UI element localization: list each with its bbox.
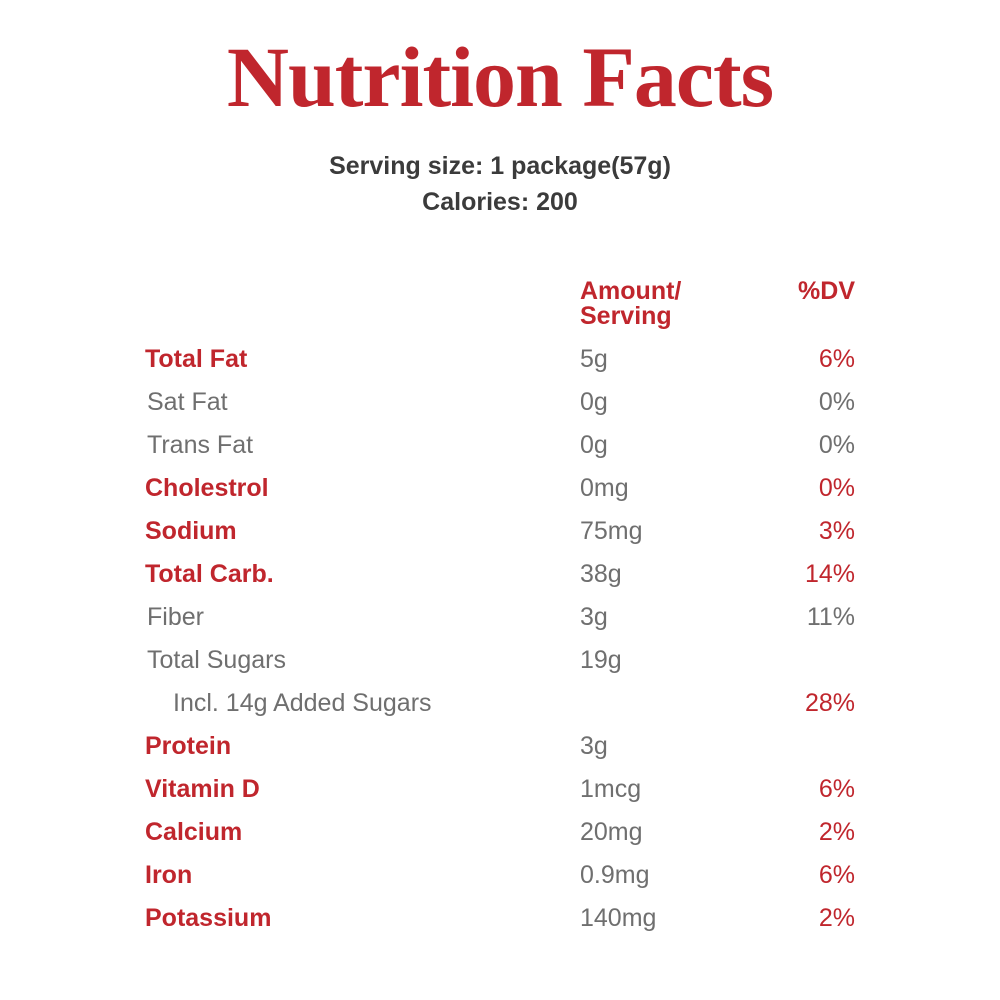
nutrient-daily-value: 6% xyxy=(818,774,855,803)
nutrient-label: Trans Fat xyxy=(147,430,254,459)
nutrient-label: Total Sugars xyxy=(147,645,286,674)
nutrient-label: Total Carb. xyxy=(145,559,274,588)
table-row xyxy=(145,424,855,467)
nutrient-daily-value: 0% xyxy=(818,473,855,502)
nutrient-label: Total Fat xyxy=(145,344,248,373)
table-row xyxy=(145,553,855,596)
nutrition-table xyxy=(145,257,855,940)
header-spacer-cell xyxy=(145,257,580,338)
table-row xyxy=(145,639,855,682)
nutrient-daily-value: 6% xyxy=(818,344,855,373)
header-amount-line1: Amount/ xyxy=(580,276,682,305)
nutrient-amount: 0g xyxy=(580,387,608,416)
nutrient-label: Potassium xyxy=(145,903,272,932)
nutrient-label: Cholestrol xyxy=(145,473,269,502)
nutrient-daily-value: 14% xyxy=(804,559,855,588)
table-row xyxy=(145,811,855,854)
nutrient-amount: 5g xyxy=(580,344,608,373)
nutrient-amount: 3g xyxy=(580,602,608,631)
nutrient-daily-value: 3% xyxy=(818,516,855,545)
table-row xyxy=(145,768,855,811)
serving-size-text: Serving size: 1 package(57g) xyxy=(329,152,671,180)
nutrient-label: Vitamin D xyxy=(145,774,260,803)
nutrient-amount: 0.9mg xyxy=(580,860,650,889)
nutrient-amount: 19g xyxy=(580,645,622,674)
header-amount-line2: Serving xyxy=(580,301,672,330)
table-row xyxy=(145,854,855,897)
nutrient-amount: 38g xyxy=(580,559,622,588)
table-row xyxy=(145,338,855,381)
calories-text: Calories: 200 xyxy=(422,188,578,217)
table-row xyxy=(145,897,855,940)
nutrient-label: Iron xyxy=(145,860,193,889)
table-row xyxy=(145,596,855,639)
nutrient-daily-value xyxy=(765,725,855,768)
nutrient-amount: 140mg xyxy=(580,903,657,932)
nutrient-daily-value: 2% xyxy=(818,903,855,932)
nutrient-label: Protein xyxy=(145,731,232,760)
nutrient-amount: 75mg xyxy=(580,516,643,545)
nutrient-label: Calcium xyxy=(145,817,243,846)
table-row xyxy=(145,510,855,553)
nutrient-label: Sodium xyxy=(145,516,237,545)
nutrient-daily-value: 11% xyxy=(806,602,855,631)
table-row xyxy=(145,725,855,768)
nutrient-amount: 3g xyxy=(580,731,608,760)
nutrient-amount: 20mg xyxy=(580,817,643,846)
nutrient-amount xyxy=(580,682,765,725)
nutrient-amount: 0g xyxy=(580,430,608,459)
nutrition-table-body xyxy=(145,257,855,940)
nutrient-daily-value: 0% xyxy=(818,387,855,416)
table-row xyxy=(145,381,855,424)
page-title: Nutrition Facts xyxy=(226,29,774,125)
nutrient-amount: 0mg xyxy=(580,473,629,502)
header-daily-value: %DV xyxy=(798,276,855,305)
table-header-row xyxy=(145,257,855,338)
nutrient-daily-value: 28% xyxy=(804,688,855,717)
nutrient-daily-value: 6% xyxy=(818,860,855,889)
nutrient-daily-value xyxy=(765,639,855,682)
nutrient-daily-value: 2% xyxy=(818,817,855,846)
nutrient-daily-value: 0% xyxy=(818,430,855,459)
nutrient-amount: 1mcg xyxy=(580,774,642,803)
nutrient-label: Sat Fat xyxy=(147,387,228,416)
table-row xyxy=(145,682,855,725)
header-amount-per-serving xyxy=(580,257,765,338)
nutrient-label: Incl. 14g Added Sugars xyxy=(173,688,432,717)
nutrient-label: Fiber xyxy=(147,602,204,631)
table-row xyxy=(145,467,855,510)
